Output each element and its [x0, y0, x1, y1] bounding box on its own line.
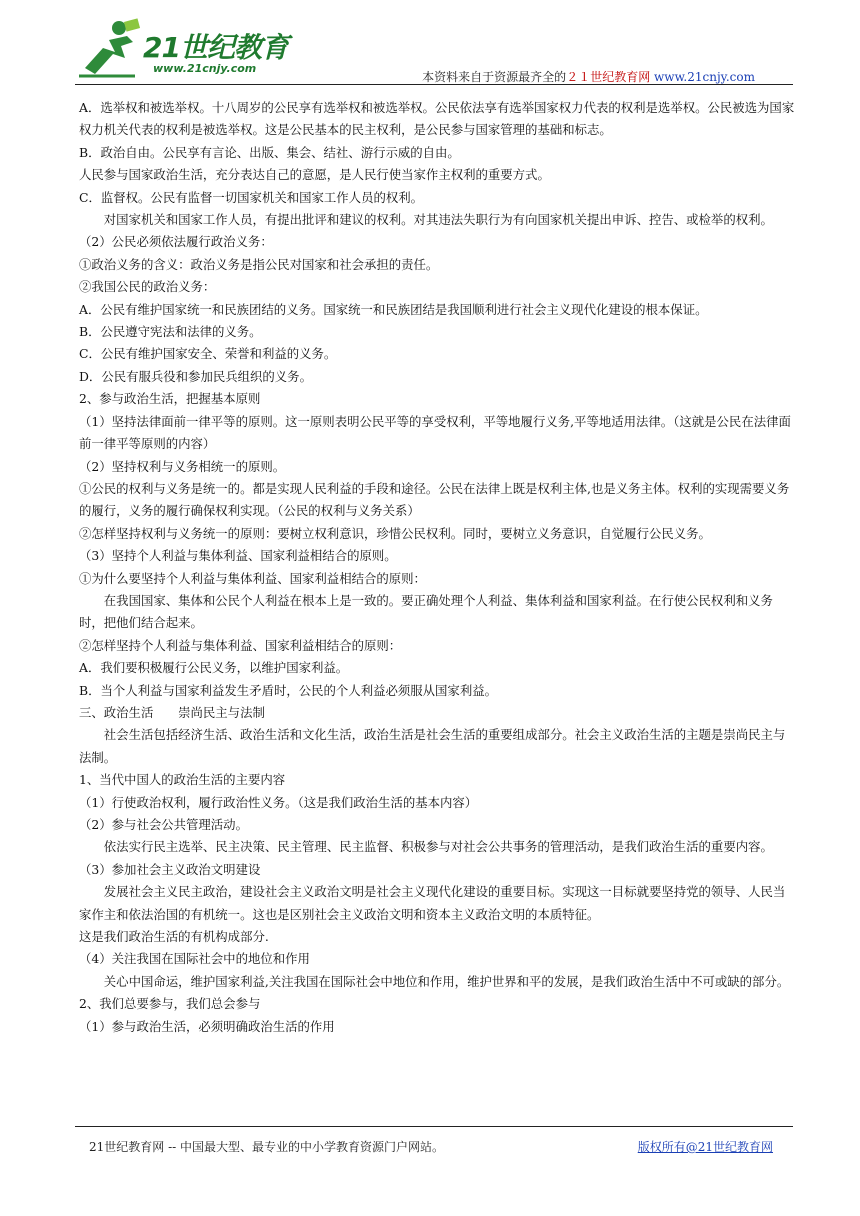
page-header: [75, 18, 793, 86]
text-line: 关心中国命运，维护国家利益,关注我国在国际社会中地位和作用，维护世界和平的发展，是我们政治生活中不可或缺的部分。: [103, 973, 790, 989]
text-line: ②怎样坚持权利与义务统一的原则：要树立权利意识，珍惜公民权利。同时，要树立义务意识，自觉履行公民义务。: [79, 525, 711, 541]
text-line: 三、政治生活 崇尚民主与法制: [79, 704, 265, 720]
text-line: （2）坚持权利与义务相统一的原则。: [79, 458, 286, 474]
site-logo[interactable]: [75, 18, 295, 80]
text-line: C．监督权。公民有监督一切国家机关和国家工作人员的权利。: [79, 189, 424, 205]
text-line: （3）坚持个人利益与集体利益、国家利益相结合的原则。: [79, 548, 397, 564]
text-line: A．公民有维护国家统一和民族团结的义务。国家统一和民族团结是我国顺利进行社会主义现代化建设的根本保证。: [79, 301, 708, 317]
text-line: 1、当代中国人的政治生活的主要内容: [79, 772, 286, 788]
runner-logo-icon: [75, 18, 145, 80]
text-line: （3）参加社会主义政治文明建设: [79, 861, 261, 877]
text-line: （4）关注我国在国际社会中的地位和作用: [79, 951, 310, 967]
text-line: （1）行使政治权利，履行政治性义务。（这是我们政治生活的基本内容）: [79, 794, 478, 810]
text-line: 社会生活包括经济生活、政治生活和文化生活，政治生活是社会生活的重要组成部分。社会主义政治生活的主题是崇尚民主与法制。: [79, 727, 786, 765]
text-line: ②怎样坚持个人利益与集体利益、国家利益相结合的原则：: [79, 637, 402, 653]
text-line: B．公民遵守宪法和法律的义务。: [79, 324, 262, 340]
footer-copyright-link[interactable]: 版权所有@21世纪教育网: [637, 1140, 773, 1154]
logo-url: www.21cnjy.com: [153, 62, 257, 75]
header-divider: [75, 84, 793, 85]
text-line: B．当个人利益与国家利益发生矛盾时，公民的个人利益必须服从国家利益。: [79, 682, 497, 698]
header-note-brand: ２１世纪教育网: [566, 70, 651, 84]
text-line: D．公民有服兵役和参加民兵组织的义务。: [79, 368, 312, 384]
page-footer: [75, 1126, 793, 1154]
text-line: A．我们要积极履行公民义务，以维护国家利益。: [79, 660, 349, 676]
text-line: （1）参与政治生活，必须明确政治生活的作用: [79, 1018, 335, 1034]
text-line: ①为什么要坚持个人利益与集体利益、国家利益相结合的原则：: [79, 570, 426, 586]
footer-divider: [75, 1126, 793, 1127]
document-body: [79, 97, 795, 1038]
text-line: ①公民的权利与义务是统一的。都是实现人民利益的手段和途径。公民在法律上既是权利主体,也是义务主体。权利的实现需要义务的履行，义务的履行确保权利实现。（公民的权利与义务关系）: [79, 480, 790, 519]
text-line: B．政治自由。公民享有言论、出版、集会、结社、游行示威的自由。: [79, 144, 460, 160]
text-line: 2、参与政治生活，把握基本原则: [79, 391, 261, 407]
text-line: 对国家机关和国家工作人员，有提出批评和建议的权利。对其违法失职行为有向国家机关提出申诉、控告、或检举的权利。: [103, 212, 773, 228]
header-note: [422, 68, 755, 85]
text-line: （1）坚持法律面前一律平等的原则。这一原则表明公民平等的享受权利，平等地履行义务,平等地适用法律。（这就是公民在法律面前一律平等原则的内容）: [79, 413, 791, 452]
footer-slogan: 21世纪教育网 -- 中国最大型、最专业的中小学教育资源门户网站。: [89, 1140, 445, 1154]
text-line: C．公民有维护国家安全、荣誉和利益的义务。: [79, 346, 337, 362]
text-line: （2）公民必须依法履行政治义务：: [79, 234, 273, 250]
text-line: A．选举权和被选举权。十八周岁的公民享有选举权和被选举权。公民依法享有选举国家权力代表的权利是选举权。公民被选为国家权力机关代表的权利是被选举权。这是公民基本的民主权利，是公民参与国家管理的基础和标志。: [79, 100, 795, 138]
text-line: 人民参与国家政治生活，充分表达自己的意愿，是人民行使当家作主权利的重要方式。: [79, 167, 550, 183]
text-line: 依法实行民主选举、民主决策、民主管理、民主监督、积极参与对社会公共事务的管理活动，是我们政治生活的重要内容。: [103, 839, 773, 855]
text-line: 在我国国家、集体和公民个人利益在根本上是一致的。要正确处理个人利益、集体利益和国家利益。在行使公民权利和义务时，把他们结合起来。: [79, 592, 773, 631]
text-line: ②我国公民的政治义务：: [79, 279, 216, 295]
text-line: 这是我们政治生活的有机构成部分.: [79, 929, 269, 945]
text-line: 2、我们总要参与，我们总会参与: [79, 996, 261, 1012]
text-line: ①政治义务的含义：政治义务是指公民对国家和社会承担的责任。: [79, 256, 439, 272]
header-note-url[interactable]: www.21cnjy.com: [654, 70, 755, 84]
logo-text: 21世纪教育: [143, 31, 288, 64]
text-line: （2）参与社会公共管理活动。: [79, 817, 248, 832]
header-note-prefix: 本资料来自于资源最齐全的: [422, 70, 567, 84]
text-line: 发展社会主义民主政治，建设社会主义政治文明是社会主义现代化建设的重要目标。实现这一目标就要坚持党的领导、人民当家作主和依法治国的有机统一。这也是区别社会主义政治文明和资本主义政治文明的本质特征。: [79, 884, 786, 922]
